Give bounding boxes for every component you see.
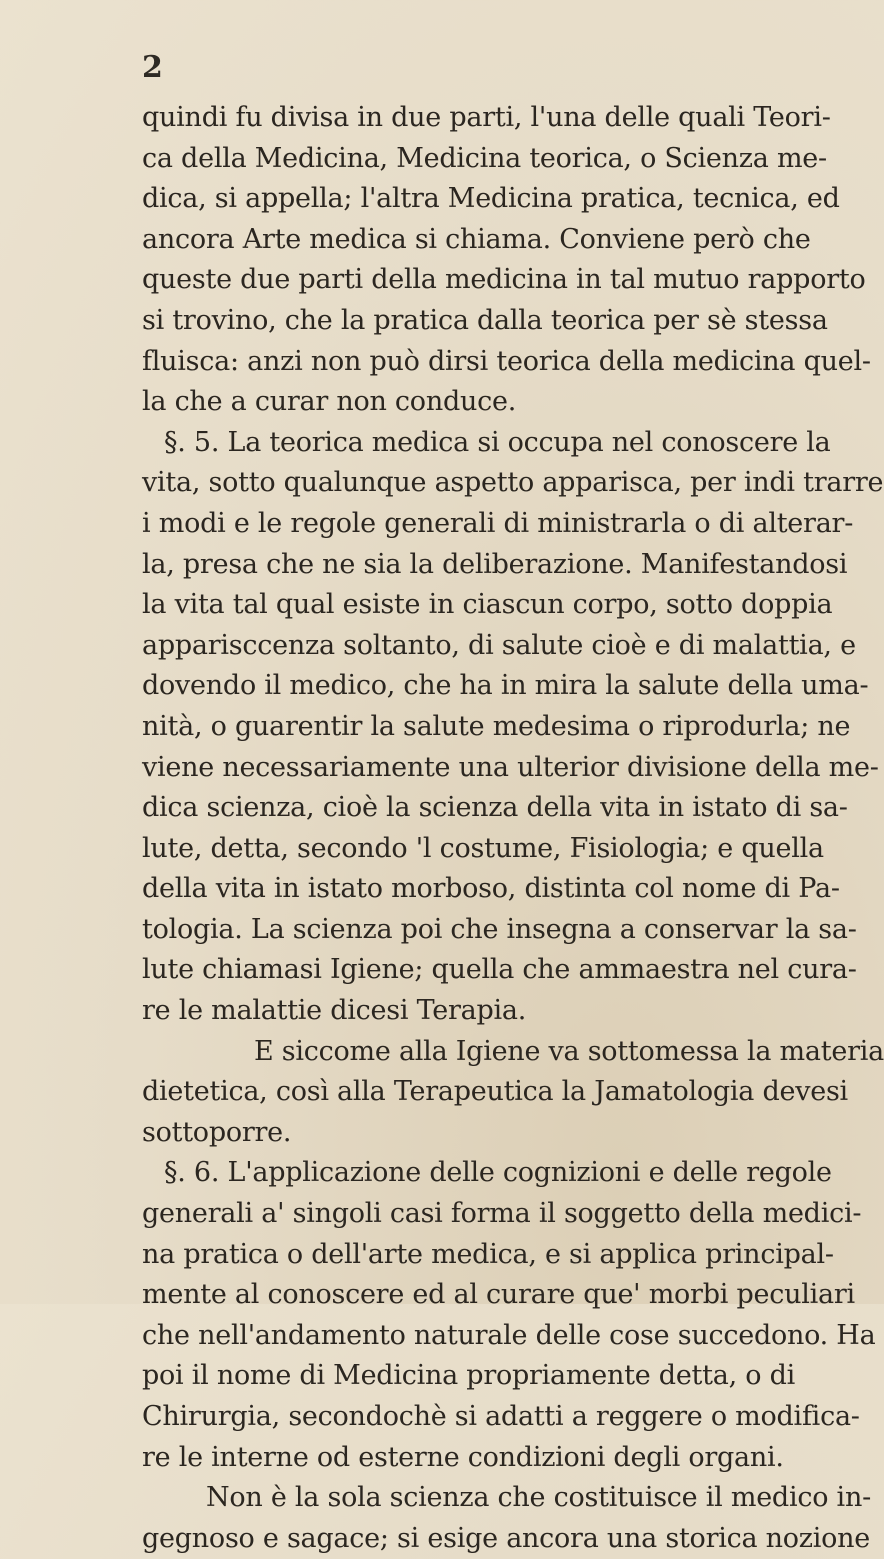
text-line: Non è la sola scienza che costituisce il medico in- bbox=[206, 1482, 871, 1514]
text-line: E siccome alla Igiene va sottomessa la materia bbox=[254, 1035, 884, 1067]
text-line: lute, detta, secondo 'l costume, Fisiologia; e quella bbox=[142, 832, 824, 864]
text-line: fluisca: anzi non può dirsi teorica della medicina quel- bbox=[142, 345, 871, 377]
text-line: ca della Medicina, Medicina teorica, o Scienza me- bbox=[142, 142, 827, 174]
text-line: re le interne od esterne condizioni degli organi. bbox=[142, 1441, 784, 1473]
text-line: gegnoso e sagace; si esige ancora una storica nozione bbox=[142, 1522, 871, 1554]
text-line: dietetica, così alla Terapeutica la Jamatologia devesi bbox=[142, 1076, 848, 1108]
text-line: della vita in istato morboso, distinta col nome di Pa- bbox=[142, 873, 840, 905]
text-line: mente al conoscere ed al curare que' morbi peculiari bbox=[142, 1279, 855, 1311]
body-text bbox=[142, 98, 884, 1559]
text-line: dica, si appella; l'altra Medicina pratica, tecnica, ed bbox=[142, 183, 840, 215]
text-line: la, presa che ne sia la deliberazione. Manifestandosi bbox=[142, 548, 848, 580]
text-line: Chirurgia, secondochè si adatti a reggere o modifica- bbox=[142, 1401, 860, 1432]
text-line: generali a' singoli casi forma il soggetto della medici- bbox=[142, 1198, 862, 1230]
text-line: la vita tal qual esiste in ciascun corpo, sotto doppia bbox=[142, 589, 833, 621]
text-line: la che a curar non conduce. bbox=[142, 386, 517, 418]
text-line: dica scienza, cioè la scienza della vita in istato di sa- bbox=[142, 792, 848, 824]
text-line: i modi e le regole generali di ministrarla o di alterar- bbox=[142, 507, 854, 539]
text-line: tologia. La scienza poi che insegna a conservar la sa- bbox=[142, 913, 857, 945]
text-line: si trovino, che la pratica dalla teorica per sè stessa bbox=[142, 304, 828, 336]
text-line: poi il nome di Medicina propriamente detta, o di bbox=[142, 1360, 796, 1392]
page-number: 2 bbox=[142, 50, 163, 85]
text-line: re le malattie dicesi Terapia. bbox=[142, 995, 527, 1027]
text-line: vita, sotto qualunque aspetto apparisca, per indi trarre bbox=[142, 467, 884, 499]
text-line: apparisccenza soltanto, di salute cioè e di malattia, e bbox=[142, 629, 856, 661]
text-line: na pratica o dell'arte medica, e si applica principal- bbox=[142, 1238, 834, 1270]
text-line: sottoporre. bbox=[142, 1116, 292, 1148]
text-line: che nell'andamento naturale delle cose succedono. Ha bbox=[142, 1319, 876, 1351]
text-line: dovendo il medico, che ha in mira la salute della uma- bbox=[142, 670, 869, 702]
text-line: lute chiamasi Igiene; quella che ammaestra nel cura- bbox=[142, 954, 857, 986]
text-line: quindi fu divisa in due parti, l'una delle quali Teori- bbox=[142, 102, 831, 133]
text-line: ancora Arte medica si chiama. Conviene però che bbox=[142, 223, 811, 255]
text-line: nità, o guarentir la salute medesima o riprodurla; ne bbox=[142, 710, 851, 742]
section-5-heading-line: §. 5. La teorica medica si occupa nel conoscere la bbox=[164, 426, 831, 458]
text-line: queste due parti della medicina in tal mutuo rapporto bbox=[142, 264, 866, 296]
section-6-heading-line: §. 6. L'applicazione delle cognizioni e delle regole bbox=[164, 1157, 832, 1189]
text-line: viene necessariamente una ulterior divisione della me- bbox=[142, 751, 879, 783]
